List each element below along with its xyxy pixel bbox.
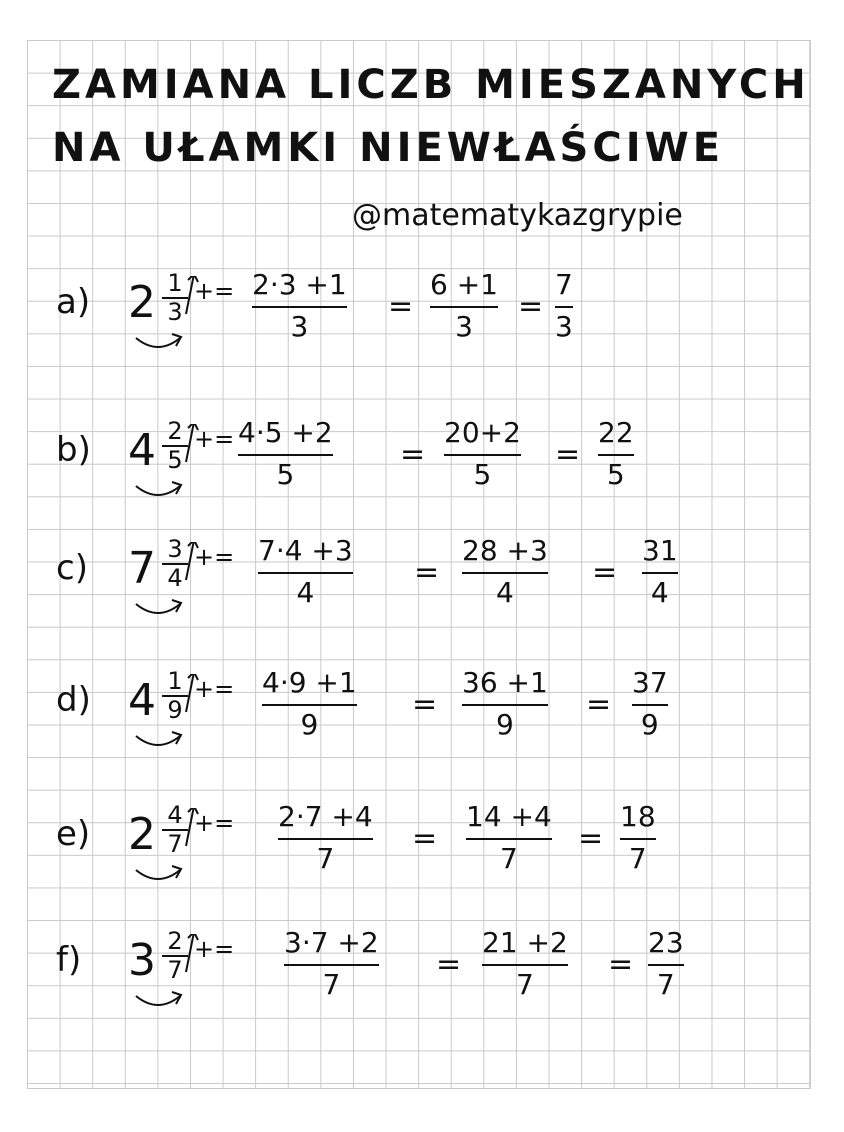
example-row <box>0 926 844 1040</box>
equals-sign: = <box>388 289 414 324</box>
equals-sign: = <box>214 675 235 703</box>
whole-part: 3 <box>128 935 156 986</box>
fraction-bar <box>482 964 568 966</box>
mixed-numerator: 1 <box>167 269 183 297</box>
result-numerator: 23 <box>648 926 684 959</box>
mixed-denominator: 7 <box>167 956 183 984</box>
step2-denominator: 4 <box>495 576 514 609</box>
step2-numerator: 28 +3 <box>462 534 548 567</box>
result-numerator: 22 <box>598 416 634 449</box>
fraction-bar <box>262 704 357 706</box>
mixed-number <box>128 927 238 1024</box>
step2-numerator: 14 +4 <box>466 800 552 833</box>
step1-fraction <box>252 268 347 344</box>
whole-part: 2 <box>128 277 156 328</box>
equals-sign: = <box>214 543 235 571</box>
example-row <box>0 268 844 382</box>
title-line-2: NA UŁAMKI NIEWŁAŚCIWE <box>52 125 725 171</box>
step1-denominator: 5 <box>276 458 295 491</box>
step2-denominator: 5 <box>473 458 492 491</box>
equals-sign: = <box>400 437 426 472</box>
step2-fraction <box>482 926 568 1002</box>
step1-numerator: 2·7 +4 <box>278 800 373 833</box>
result-denominator: 7 <box>628 842 647 875</box>
mixed-number <box>128 667 238 764</box>
author-handle: @matematykazgrypie <box>352 198 683 233</box>
loop-arrow-icon <box>128 674 238 764</box>
plus-sign: + <box>194 809 215 837</box>
step2-denominator: 7 <box>515 968 534 1001</box>
step2-numerator: 36 +1 <box>462 666 548 699</box>
example-row <box>0 416 844 530</box>
loop-arrow-icon <box>128 276 238 366</box>
whole-part: 2 <box>128 809 156 860</box>
result-fraction <box>598 416 634 492</box>
fraction-bar <box>648 964 684 966</box>
mixed-denominator: 3 <box>167 298 183 326</box>
fraction-bar <box>444 454 521 456</box>
equals-sign: = <box>214 277 235 305</box>
step2-fraction <box>444 416 521 492</box>
example-label: a) <box>56 282 91 322</box>
result-denominator: 7 <box>656 968 675 1001</box>
mixed-numerator: 4 <box>167 801 183 829</box>
equals-sign: = <box>555 437 581 472</box>
step1-denominator: 4 <box>296 576 315 609</box>
equals-sign: = <box>414 555 440 590</box>
fraction-bar <box>620 838 656 840</box>
equals-sign: = <box>592 555 618 590</box>
whole-part: 4 <box>128 675 156 726</box>
equals-sign: = <box>214 809 235 837</box>
step1-numerator: 3·7 +2 <box>284 926 379 959</box>
mixed-number <box>128 269 238 366</box>
step1-numerator: 4·5 +2 <box>238 416 333 449</box>
loop-arrow-icon <box>128 424 238 514</box>
step2-fraction <box>462 534 548 610</box>
step1-fraction <box>262 666 357 742</box>
result-fraction <box>642 534 678 610</box>
step1-fraction <box>284 926 379 1002</box>
mixed-denominator: 7 <box>167 830 183 858</box>
example-label: c) <box>56 548 88 588</box>
fraction-bar <box>278 838 373 840</box>
plus-sign: + <box>194 425 215 453</box>
equals-sign: = <box>436 947 462 982</box>
result-fraction <box>648 926 684 1002</box>
mixed-numerator: 2 <box>167 927 183 955</box>
step1-denominator: 7 <box>316 842 335 875</box>
step2-fraction <box>462 666 548 742</box>
result-fraction <box>620 800 656 876</box>
mixed-denominator: 4 <box>167 564 183 592</box>
plus-sign: + <box>194 543 215 571</box>
equals-sign: = <box>518 289 544 324</box>
step1-numerator: 2·3 +1 <box>252 268 347 301</box>
title-line-1: ZAMIANA LICZB MIESZANYCH <box>52 62 810 108</box>
example-label: d) <box>56 680 91 720</box>
plus-sign: + <box>194 277 215 305</box>
step2-denominator: 9 <box>495 708 514 741</box>
equals-sign: = <box>608 947 634 982</box>
equals-sign: = <box>578 821 604 856</box>
step1-fraction <box>278 800 373 876</box>
fraction-bar <box>462 704 548 706</box>
equals-sign: = <box>412 687 438 722</box>
mixed-numerator: 1 <box>167 667 183 695</box>
step2-denominator: 7 <box>499 842 518 875</box>
result-denominator: 4 <box>650 576 669 609</box>
result-numerator: 7 <box>555 268 573 301</box>
step1-denominator: 3 <box>290 310 309 343</box>
example-row <box>0 666 844 780</box>
step1-numerator: 7·4 +3 <box>258 534 353 567</box>
mixed-numerator: 3 <box>167 535 183 563</box>
step2-fraction <box>466 800 552 876</box>
result-denominator: 5 <box>606 458 625 491</box>
mixed-denominator: 9 <box>167 696 183 724</box>
step1-fraction <box>238 416 333 492</box>
example-row <box>0 800 844 914</box>
fraction-bar <box>466 838 552 840</box>
step1-fraction <box>258 534 353 610</box>
fraction-bar <box>258 572 353 574</box>
result-denominator: 9 <box>640 708 659 741</box>
fraction-bar <box>430 306 498 308</box>
whole-part: 7 <box>128 543 156 594</box>
plus-sign: + <box>194 935 215 963</box>
example-row <box>0 534 844 648</box>
step2-numerator: 21 +2 <box>482 926 568 959</box>
fraction-bar <box>598 454 634 456</box>
step1-denominator: 9 <box>300 708 319 741</box>
mixed-number <box>128 801 238 898</box>
step2-denominator: 3 <box>455 310 473 343</box>
whole-part: 4 <box>128 425 156 476</box>
fraction-bar <box>555 306 573 308</box>
result-fraction <box>632 666 668 742</box>
step2-numerator: 6 +1 <box>430 268 498 301</box>
fraction-bar <box>632 704 668 706</box>
step1-numerator: 4·9 +1 <box>262 666 357 699</box>
result-numerator: 18 <box>620 800 656 833</box>
result-denominator: 3 <box>555 310 573 343</box>
fraction-bar <box>284 964 379 966</box>
loop-arrow-icon <box>128 542 238 632</box>
equals-sign: = <box>214 935 235 963</box>
example-label: f) <box>56 940 82 980</box>
step2-numerator: 20+2 <box>444 416 521 449</box>
result-numerator: 37 <box>632 666 668 699</box>
fraction-bar <box>252 306 347 308</box>
equals-sign: = <box>214 425 235 453</box>
result-numerator: 31 <box>642 534 678 567</box>
mixed-numerator: 2 <box>167 417 183 445</box>
equals-sign: = <box>586 687 612 722</box>
mixed-denominator: 5 <box>167 446 183 474</box>
example-label: e) <box>56 814 91 854</box>
loop-arrow-icon <box>128 808 238 898</box>
result-fraction <box>555 268 573 344</box>
mixed-number <box>128 535 238 632</box>
step1-denominator: 7 <box>322 968 341 1001</box>
plus-sign: + <box>194 675 215 703</box>
fraction-bar <box>462 572 548 574</box>
fraction-bar <box>642 572 678 574</box>
loop-arrow-icon <box>128 934 238 1024</box>
equals-sign: = <box>412 821 438 856</box>
mixed-number <box>128 417 238 514</box>
step2-fraction <box>430 268 498 344</box>
example-label: b) <box>56 430 91 470</box>
fraction-bar <box>238 454 333 456</box>
